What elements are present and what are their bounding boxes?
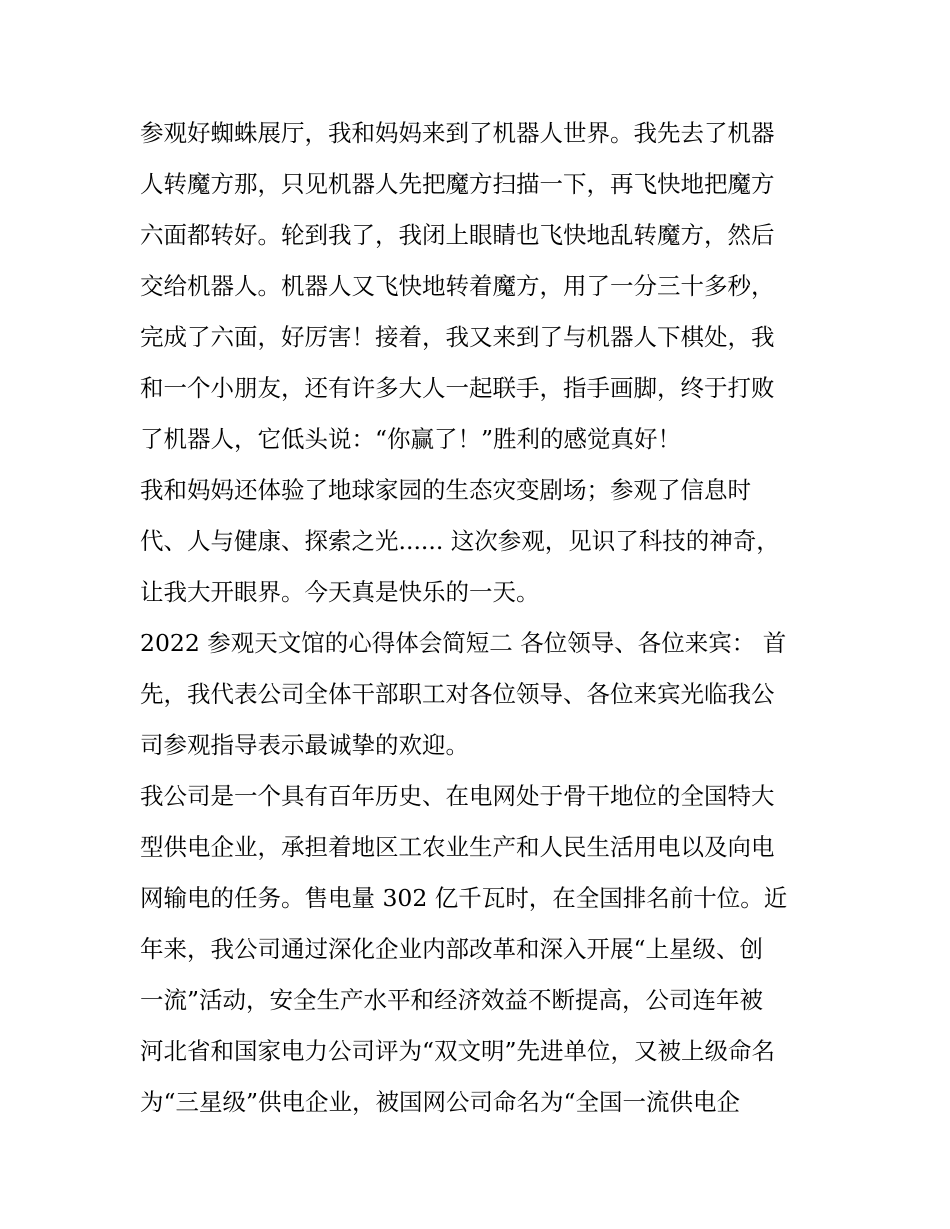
text-line: 和一个小朋友，还有许多大人一起联手，指手画脚，终于打败: [140, 374, 775, 402]
text-line: 代、人与健康、探索之光...... 这次参观，见识了科技的神奇，: [140, 527, 780, 555]
text-line: 司参观指导表示最诚挚的欢迎。: [140, 731, 469, 759]
text-line: 一流”活动，安全生产水平和经济效益不断提高，公司连年被: [140, 986, 764, 1014]
text-line: 交给机器人。机器人又飞快地转着魔方，用了一分三十多秒，: [140, 272, 775, 300]
text-line: 了机器人，它低头说：“你赢了！”胜利的感觉真好！: [140, 425, 682, 453]
text-line: 我公司是一个具有百年历史、在电网处于骨干地位的全国特大: [140, 782, 775, 810]
text-line: 我和妈妈还体验了地球家园的生态灾变剧场；参观了信息时: [140, 476, 751, 504]
text-line: 人转魔方那，只见机器人先把魔方扫描一下，再飞快地把魔方: [140, 170, 775, 198]
text-line: 年来，我公司通过深化企业内部改革和深入开展“上星级、创: [140, 935, 764, 963]
text-line: 河北省和国家电力公司评为“双文明”先进单位，又被上级命名: [140, 1037, 776, 1065]
text-line: 为“三星级”供电企业，被国网公司命名为“全国一流供电企: [140, 1088, 741, 1116]
text-line: 完成了六面，好厉害！接着，我又来到了与机器人下棋处，我: [140, 323, 775, 351]
text-line: 参观好蜘蛛展厅，我和妈妈来到了机器人世界。我先去了机器: [140, 119, 775, 147]
text-line: 让我大开眼界。今天真是快乐的一天。: [140, 578, 540, 606]
text-line: 网输电的任务。售电量 302 亿千瓦时，在全国排名前十位。近: [140, 884, 788, 912]
text-line: 先，我代表公司全体干部职工对各位领导、各位来宾光临我公: [140, 680, 775, 708]
text-line: 六面都转好。轮到我了，我闭上眼睛也飞快地乱转魔方，然后: [140, 221, 775, 249]
text-line: 2022 参观天文馆的心得体会简短二 各位领导、各位来宾： 首: [140, 629, 787, 657]
text-line: 型供电企业，承担着地区工农业生产和人民生活用电以及向电: [140, 833, 775, 861]
document-body: [140, 108, 820, 1128]
